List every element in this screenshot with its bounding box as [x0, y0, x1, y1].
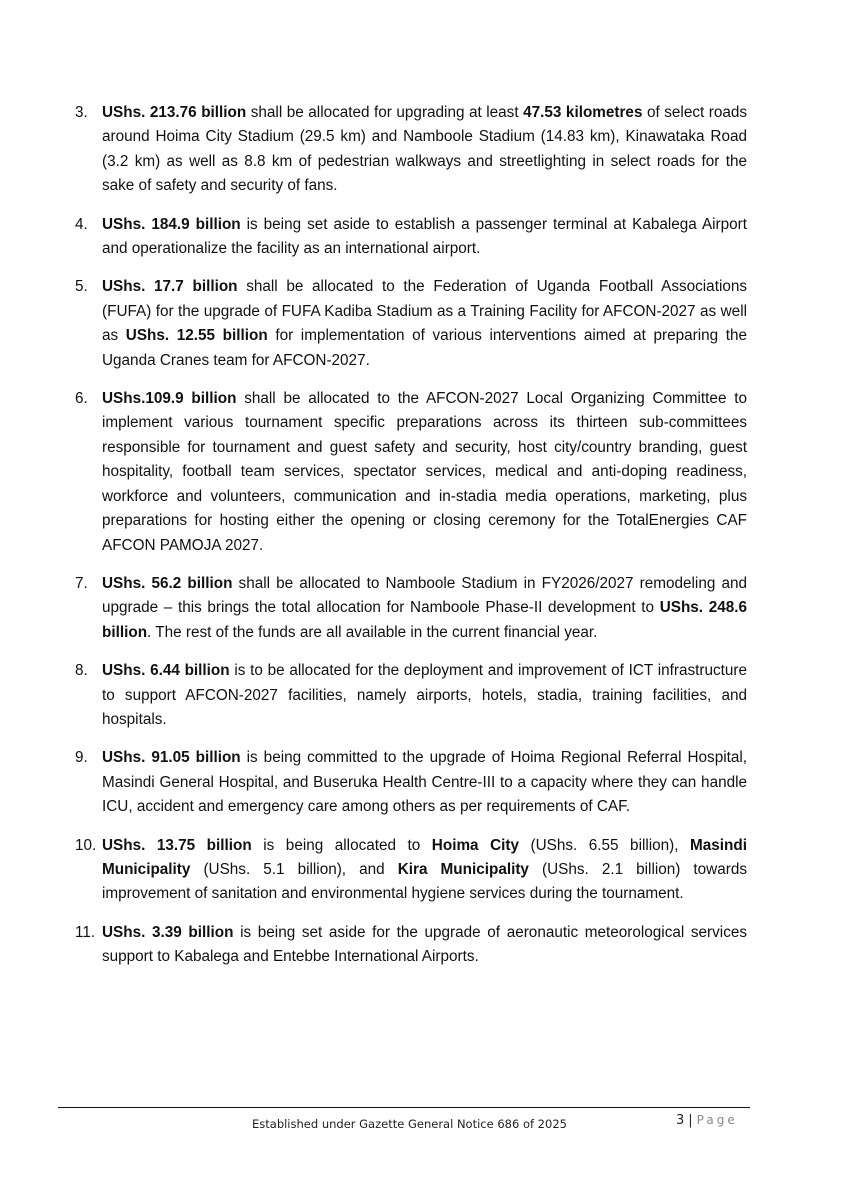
bold-amount: UShs.109.9 billion: [102, 390, 237, 408]
text-segment: for implementation of various interventions aimed at preparing the Uganda Cranes team for AFCON-2027.: [102, 327, 748, 369]
text-segment: is being allocated to: [251, 836, 432, 854]
bold-amount: UShs. 3.39 billion: [102, 923, 234, 941]
bold-amount: UShs. 12.55 billion: [125, 327, 268, 345]
bold-amount: UShs. 56.2 billion: [102, 574, 233, 592]
text-segment: shall be allocated to Namboole Stadium in FY2026/2027 remodeling and upgrade – this brings the total allocation for Namboole Phase-II development to: [102, 574, 747, 617]
numbered-allocation-list: [75, 101, 747, 984]
text-segment: is being committed to the upgrade of Hoima Regional Referral Hospital, Masindi General Hospital, and Buseruka Health Centre-III to a capacity where they can handle ICU, accident and emergency care among others as per requirements of CAF.: [102, 749, 748, 816]
bold-amount: UShs. 6.44 billion: [102, 662, 230, 680]
list-item-text: [102, 659, 747, 732]
list-item-number: 9.: [75, 749, 88, 767]
list-item: [75, 387, 747, 558]
bold-amount: Kira Municipality: [397, 860, 529, 878]
list-item: [75, 213, 747, 262]
bold-amount: UShs. 213.76 billion: [102, 104, 247, 121]
bold-amount: Hoima City: [431, 836, 519, 854]
list-item: [75, 101, 747, 199]
list-item: [75, 834, 747, 907]
text-segment: shall be allocated to the AFCON-2027 Local Organizing Committee to implement various tournament specific preparations across its thirteen sub-committees responsible for tournament and guest safety and security, host city/country branding, guest hospitality, football team services, spectator services, medical and anti-doping readiness, workforce and volunteers, communication and in-stadia media operations, marketing, plus preparations for hosting either the opening or closing ceremony for the TotalEnergies CAF AFCON PAMOJA 2027.: [102, 390, 747, 554]
text-segment: shall be allocated for upgrading at least: [246, 104, 524, 121]
bold-amount: UShs. 91.05 billion: [102, 749, 241, 767]
text-segment: is being set aside for the upgrade of aeronautic meteorological services support to Kabalega and Entebbe International Airports.: [102, 923, 748, 966]
footer-divider: [58, 1107, 750, 1108]
text-segment: (UShs. 6.55 billion),: [518, 836, 691, 854]
bold-amount: UShs. 13.75 billion: [102, 836, 252, 854]
list-item: [75, 572, 747, 645]
list-item-text: [102, 834, 747, 907]
page-number-separator: |: [688, 1113, 693, 1128]
list-item-text: [102, 387, 747, 558]
page-word: Page: [696, 1113, 738, 1127]
list-item-number: 10.: [75, 836, 97, 854]
bold-amount: Masindi Municipality: [102, 836, 747, 878]
bold-amount: 47.53 kilometres: [523, 104, 643, 121]
bold-amount: UShs. 248.6 billion: [102, 599, 747, 641]
list-item: [75, 275, 747, 373]
page-number: [676, 1113, 738, 1128]
text-segment: . The rest of the funds are all available in the current financial year.: [147, 623, 598, 641]
list-item-text: [102, 572, 747, 645]
list-item-number: 5.: [75, 278, 88, 296]
text-segment: shall be allocated to the Federation of Uganda Football Associations (FUFA) for the upgrade of FUFA Kadiba Stadium as a Training Facility for AFCON-2027 as well as: [102, 278, 748, 345]
text-segment: of select roads around Hoima City Stadium (29.5 km) and Namboole Stadium (14.83 km), Kinawataka Road (3.2 km) as well as 8.8 km of pedestrian walkways and streetlighting in select roads for the sake of safety and security of fans.: [102, 104, 748, 195]
list-item-number: 7.: [75, 574, 88, 592]
text-segment: is to be allocated for the deployment and improvement of ICT infrastructure to support AFCON-2027 facilities, namely airports, hotels, stadia, training facilities, and hospitals.: [102, 662, 747, 728]
bold-amount: UShs. 184.9 billion: [102, 215, 241, 233]
list-item-text: [102, 101, 747, 199]
list-item-text: [102, 275, 747, 373]
footer-gazette-notice: Established under Gazette General Notice 686 of 2025: [252, 1117, 567, 1131]
list-item-number: 8.: [75, 662, 88, 680]
list-item-text: [102, 746, 747, 819]
text-segment: is being set aside to establish a passenger terminal at Kabalega Airport and operationalize the facility as an international airport.: [102, 215, 747, 258]
list-item: [75, 659, 747, 732]
list-item: [75, 921, 747, 970]
text-segment: (UShs. 2.1 billion) towards improvement of sanitation and environmental hygiene services during the tournament.: [102, 860, 747, 903]
list-item-number: 6.: [75, 390, 88, 408]
list-item-number: 4.: [75, 215, 88, 233]
text-segment: (UShs. 5.1 billion), and: [190, 860, 398, 878]
list-item-number: 11.: [75, 923, 96, 941]
list-item-number: 3.: [75, 104, 88, 121]
bold-amount: UShs. 17.7 billion: [102, 278, 238, 296]
list-item: [75, 746, 747, 819]
list-item-text: [102, 213, 747, 262]
list-item-text: [102, 921, 747, 970]
page-number-value: 3: [676, 1113, 685, 1128]
